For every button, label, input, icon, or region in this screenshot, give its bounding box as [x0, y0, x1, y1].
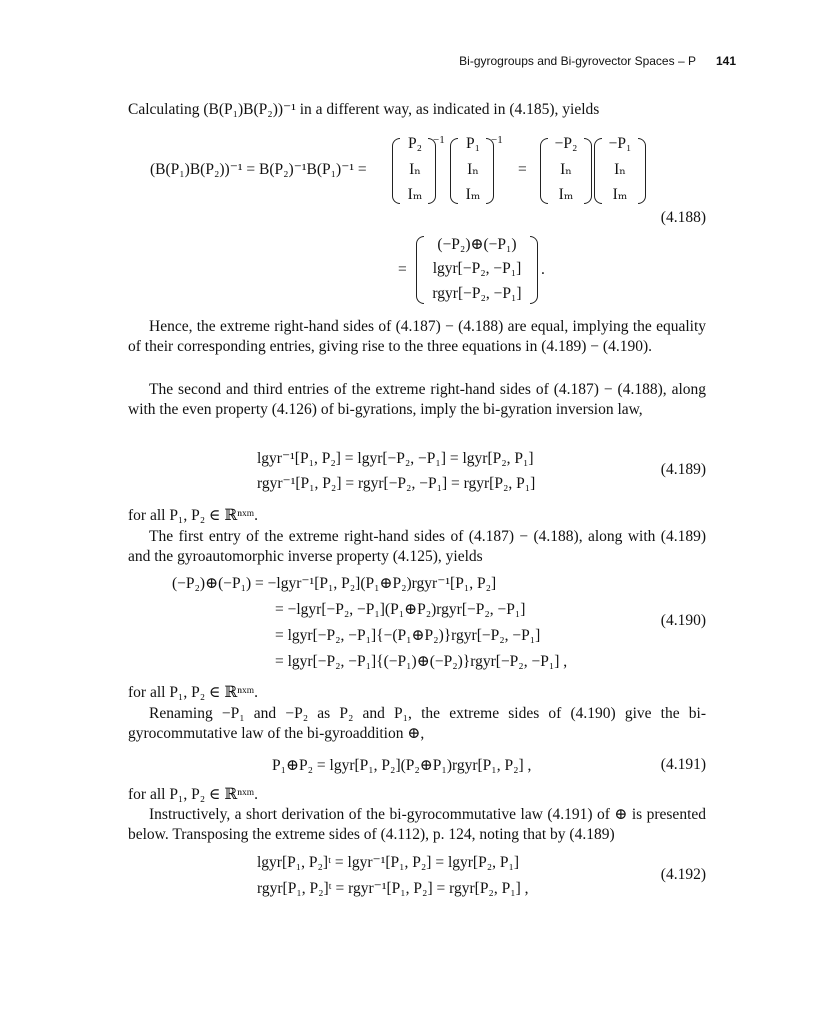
m1-row3: Iₘ [407, 186, 423, 203]
eq4191-line: P₁⊕P₂ = lgyr[P₁, P₂](P₂⊕P₁)rgyr[P₁, P₂] , [272, 757, 532, 774]
eq4191-number: (4.191) [660, 756, 706, 773]
m4-row2: Iₙ [614, 161, 626, 178]
paragraph-first-entry: The first entry of the extreme right-hand sides of (4.187) − (4.188), along with (4.189) and the gyroautomorphic inverse property (4.125), yields [128, 528, 706, 565]
eq4188-equals: = [518, 161, 527, 178]
page-number: 141 [715, 54, 736, 68]
running-header [459, 54, 736, 68]
m2-row1: P₁ [465, 135, 481, 152]
eq4190-line1: (−P₂)⊕(−P₁) = −lgyr⁻¹[P₁, P₂](P₁⊕P₂)rgyr⁻¹[P₁, P₂] [172, 575, 497, 592]
m5-row2: lgyr[−P₂, −P₁] [432, 260, 522, 277]
eq4188-equals-2: = [398, 261, 407, 278]
running-title: Bi-gyrogroups and Bi-gyrovector Spaces – P [459, 54, 696, 68]
m1-left-paren [392, 138, 400, 204]
forall-clause-2: for all P₁, P₂ ∈ ℝⁿˣᵐ. [128, 684, 259, 701]
eq4189-line1: lgyr⁻¹[P₁, P₂] = lgyr[−P₂, −P₁] = lgyr[P₂, P₁] [257, 450, 534, 467]
paragraph-instructively: Instructively, a short derivation of the bi-gyrocommutative law (4.191) of ⊕ is presented below. Transposing the extreme sides of (4.112), p. 124, noting that by (4.189) [128, 806, 706, 843]
m1-row2: Iₙ [409, 161, 421, 178]
m5-row3: rgyr[−P₂, −P₁] [432, 285, 522, 302]
forall-clause-1: for all P₁, P₂ ∈ ℝⁿˣᵐ. [128, 507, 259, 524]
forall-clause-3: for all P₁, P₂ ∈ ℝⁿˣᵐ. [128, 786, 259, 803]
intro-sentence: Calculating (B(P₁)B(P₂))⁻¹ in a different way, as indicated in (4.185), yields [128, 101, 600, 118]
eq4190-number: (4.190) [660, 612, 706, 629]
eq4192-line1: lgyr[P₁, P₂]ᵗ = lgyr⁻¹[P₁, P₂] = lgyr[P₂, P₁] [257, 854, 520, 871]
m2-row3: Iₘ [465, 186, 481, 203]
eq4190-line3: = lgyr[−P₂, −P₁]{−(P₁⊕P₂)}rgyr[−P₂, −P₁] [275, 627, 541, 644]
m3-right-paren [584, 138, 592, 204]
m2-exponent: −1 [491, 134, 503, 146]
m3-row2: Iₙ [560, 161, 572, 178]
paragraph-renaming: Renaming −P₁ and −P₂ as P₂ and P₁, the extreme sides of (4.190) give the bi-gyrocommutative law of the bi-gyroaddition ⊕, [128, 705, 706, 742]
m5-right-paren [530, 236, 538, 304]
m2-row2: Iₙ [467, 161, 479, 178]
paragraph-hence: Hence, the extreme right-hand sides of (4.187) − (4.188) are equal, implying the equality of their corresponding entries, giving rise to the three equations in (4.189) − (4.190). [128, 318, 706, 355]
eq4189-number: (4.189) [660, 461, 706, 478]
m3-row3: Iₘ [558, 186, 574, 203]
m4-row3: Iₘ [612, 186, 628, 203]
eq4190-line4: = lgyr[−P₂, −P₁]{(−P₁)⊕(−P₂)}rgyr[−P₂, −P₁] , [275, 653, 568, 670]
m1-row1: P₂ [407, 135, 423, 152]
m3-row1: −P₂ [554, 135, 578, 152]
eq4188-trailing-period: . [541, 261, 545, 278]
eq4190-line2: = −lgyr[−P₂, −P₁](P₁⊕P₂)rgyr[−P₂, −P₁] [275, 601, 526, 618]
m5-row1: (−P₂)⊕(−P₁) [437, 236, 517, 253]
m4-row1: −P₁ [608, 135, 632, 152]
eq4188-number: (4.188) [660, 209, 706, 226]
m2-left-paren [450, 138, 458, 204]
m1-exponent: −1 [433, 134, 445, 146]
m4-right-paren [638, 138, 646, 204]
eq4189-line2: rgyr⁻¹[P₁, P₂] = rgyr[−P₂, −P₁] = rgyr[P₂, P₁] [257, 475, 536, 492]
eq4192-number: (4.192) [660, 866, 706, 883]
paragraph-second-third-entries: The second and third entries of the extreme right-hand sides of (4.187) − (4.188), along with the even property (4.126) of bi-gyrations, imply the bi-gyration inversion law, [128, 381, 706, 418]
eq4192-line2: rgyr[P₁, P₂]ᵗ = rgyr⁻¹[P₁, P₂] = rgyr[P₂, P₁] , [257, 880, 529, 897]
eq4188-lhs: (B(P₁)B(P₂))⁻¹ = B(P₂)⁻¹B(P₁)⁻¹ = [150, 161, 367, 178]
